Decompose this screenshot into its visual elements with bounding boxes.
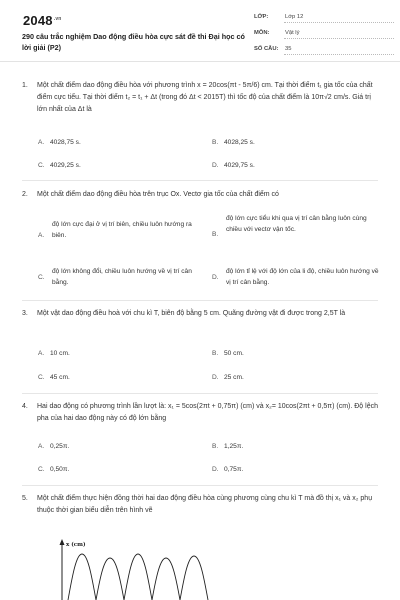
option-letter: C. — [38, 466, 45, 473]
question-1 — [22, 80, 378, 116]
question-number: 5. — [22, 495, 28, 502]
divider — [22, 485, 378, 486]
option-text: 45 cm. — [50, 374, 70, 381]
option-text: độ lớn tỉ lệ với độ lớn của li độ, chiều luôn hướng về vị trí cân bằng. — [226, 268, 379, 286]
curve-segment — [96, 558, 124, 600]
question-number: 3. — [22, 310, 28, 317]
meta-class-label: LỚP: — [254, 14, 269, 20]
question-stem: Một vật dao động điều hoà với chu kì T, biên độ bằng 5 cm. Quãng đường vật đi được trong 2,5T là — [37, 310, 346, 317]
option-text: độ lớn cực tiểu khi qua vị trí cân bằng luôn cùng chiều với vectơ vận tốc. — [226, 215, 367, 233]
question-4 — [22, 401, 378, 425]
question-2 — [22, 189, 378, 201]
option-b[interactable] — [212, 441, 243, 452]
question-stem: Một chất điểm thực hiện đồng thời hai dao động điều hòa cùng phương cùng chu kì T mà đồ thị x₁ và x₂ phụ thuộc thời gian biểu diễn trên hình vẽ — [37, 495, 373, 514]
option-b[interactable] — [212, 348, 244, 359]
option-b[interactable] — [212, 213, 380, 238]
option-text: 50 cm. — [224, 350, 244, 357]
curve-segment — [152, 558, 180, 600]
option-a[interactable] — [38, 348, 70, 359]
option-text: độ lớn cực đại ở vị trí biên, chiều luôn hướng ra biên. — [52, 221, 192, 239]
brand-name: 2048 — [23, 13, 53, 28]
divider — [22, 393, 378, 394]
question-number: 4. — [22, 403, 28, 410]
question-number: 1. — [22, 82, 28, 89]
meta-subject — [254, 30, 300, 36]
option-letter: A. — [38, 350, 45, 357]
option-c[interactable] — [38, 372, 70, 383]
option-letter: B. — [212, 350, 219, 357]
question-3 — [22, 308, 378, 320]
divider — [22, 180, 378, 181]
option-letter: C. — [38, 374, 45, 381]
option-c[interactable] — [38, 266, 206, 288]
meta-class-value: Lớp 12 — [284, 14, 394, 23]
meta-count-value: 35 — [284, 46, 394, 55]
option-letter: D. — [212, 466, 219, 473]
meta-class — [254, 14, 304, 20]
option-d[interactable] — [212, 464, 243, 475]
option-a[interactable] — [38, 219, 198, 241]
option-text: 4028,75 s. — [50, 139, 81, 146]
question-5 — [22, 493, 378, 517]
option-text: 1,25π. — [224, 443, 244, 450]
option-text: 25 cm. — [224, 374, 244, 381]
option-letter: A. — [38, 443, 45, 450]
option-d[interactable] — [212, 372, 244, 383]
option-d[interactable] — [212, 266, 380, 288]
option-letter: A. — [38, 232, 45, 239]
option-text: 0,50π. — [50, 466, 70, 473]
y-axis-label: x (cm) — [66, 542, 86, 548]
option-letter: C. — [38, 274, 45, 281]
question-stem: Một chất điểm dao động điều hòa trên trục Ox. Vectơ gia tốc của chất điểm có — [37, 191, 279, 198]
brand-logo[interactable] — [23, 13, 62, 28]
option-text: 4029,75 s. — [224, 162, 255, 169]
option-letter: D. — [212, 162, 219, 169]
option-letter: B. — [212, 139, 219, 146]
option-a[interactable] — [38, 137, 81, 148]
option-text: 4028,25 s. — [224, 139, 255, 146]
option-c[interactable] — [38, 464, 69, 475]
meta-count — [254, 46, 292, 52]
option-letter: A. — [38, 139, 45, 146]
option-letter: B. — [212, 231, 219, 238]
option-text: 10 cm. — [50, 350, 70, 357]
divider — [22, 300, 378, 301]
option-text: độ lớn không đổi, chiều luôn hướng về vị trí cân bằng. — [52, 268, 192, 286]
question-stem: Một chất điểm dao động điều hòa với phương trình x = 20cos(πt - 5π/6) cm. Tại thời điểm t₁ gia tốc của chất điểm cực tiểu. Tại thời điểm t₂ = t₁ + Δt (trong đó Δt < 2015T) thì tốc độ của chất điểm là 10π√2 cm/s. Giá trị lớn nhất của Δt là — [37, 82, 373, 113]
meta-subject-value: Vật lý — [284, 30, 394, 39]
option-b[interactable] — [212, 137, 255, 148]
option-letter: D. — [212, 274, 219, 281]
option-text: 0,25π. — [50, 443, 70, 450]
option-letter: D. — [212, 374, 219, 381]
y-axis-arrow — [60, 539, 65, 545]
header — [0, 0, 400, 62]
document-title: 290 câu trắc nghiệm Dao động điều hòa cực sát đề thi Đại học có lời giải (P2) — [22, 32, 245, 52]
option-a[interactable] — [38, 441, 69, 452]
curve-segment — [180, 556, 208, 600]
brand-suffix: .vn — [53, 15, 62, 22]
question-number: 2. — [22, 191, 28, 198]
option-letter: C. — [38, 162, 45, 169]
oscillation-graph — [40, 538, 240, 600]
meta-subject-label: MÔN: — [254, 30, 270, 36]
question-stem: Hai dao động có phương trình lần lượt là: x₁ = 5cos(2πt + 0,75π) (cm) và x₂= 10cos(2πt + 0,5π) (cm). Độ lệch pha của hai dao động này có độ lớn bằng — [37, 403, 378, 422]
curve-segment — [124, 554, 152, 600]
meta-count-label: SỐ CÂU: — [254, 46, 279, 52]
option-letter: B. — [212, 443, 219, 450]
option-d[interactable] — [212, 160, 255, 171]
option-text: 0,75π. — [224, 466, 244, 473]
option-text: 4029,25 s. — [50, 162, 81, 169]
curve-segment — [68, 554, 96, 600]
option-c[interactable] — [38, 160, 81, 171]
